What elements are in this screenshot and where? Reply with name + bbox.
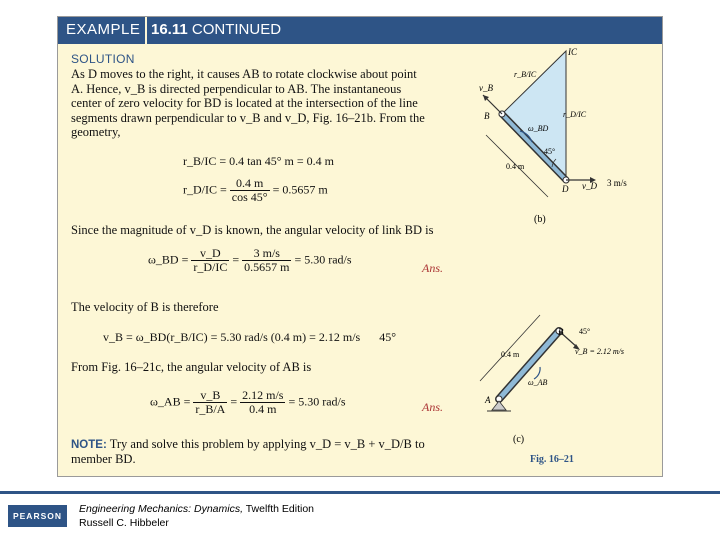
label-ic: IC (568, 47, 577, 57)
eq5-lhs: ω_AB = (150, 394, 191, 409)
eq4-text: v_B = ω_BD(r_B/IC) = 5.30 rad/s (0.4 m) = 2.12 m/s (103, 330, 361, 344)
label-04-b: 0.4 m (506, 162, 525, 171)
footer-edition: Twelfth Edition (243, 503, 315, 515)
footer-title-italic: Engineering Mechanics: Dynamics, (79, 503, 243, 515)
eq3-fraction-1: $\frac{v\_D}{r\_D/IC}$ (193, 246, 228, 274)
label-b-c: B (558, 327, 564, 337)
eq5-fraction-1: $\frac{v\_B}{r\_B/A}$ (195, 388, 226, 416)
support-a (492, 401, 506, 410)
para1-line: geometry, (71, 125, 121, 140)
label-vb-c: v_B = 2.12 m/s (575, 347, 624, 356)
label-45-c: 45° (579, 327, 591, 336)
solution-paragraph-4: From Fig. 16–21c, the angular velocity of AB is (71, 360, 312, 374)
para1-line: As D moves to the right, it causes AB to rotate clockwise about point (71, 67, 417, 81)
link-ab-fill (499, 331, 559, 399)
para1-line: segments drawn perpendicular to v_B and v_D, Fig. 16–21b. From the (71, 110, 425, 125)
eq5-rhs: = 5.30 rad/s (288, 394, 346, 409)
solution-paragraph-3: The velocity of B is therefore (71, 300, 219, 314)
eq3-rhs: = 5.30 rad/s (294, 252, 352, 267)
note-line-1: Try and solve this problem by applying v_D = v_B + v_D/B to (109, 437, 425, 451)
example-number: 16.11 CONTINUED (151, 21, 282, 38)
footer-author: Russell C. Hibbeler (79, 517, 169, 529)
solution-heading: SOLUTION (71, 52, 135, 66)
pearson-logo: PEARSON (8, 505, 67, 527)
label-45-b: 45° (544, 147, 556, 156)
dim-line-c (480, 315, 540, 381)
footer-book-title (79, 503, 314, 515)
eq2-rhs: = 0.5657 m (272, 182, 328, 197)
equation-rbic: r_B/IC = 0.4 tan 45° m = 0.4 m (183, 154, 334, 168)
caption-c: (c) (513, 434, 525, 445)
eq4-angle: 45° (379, 330, 397, 344)
label-rbic: r_B/IC (514, 70, 537, 79)
eq5-fraction-2: $\frac{2.12 m/s}{0.4 m}$ (242, 388, 284, 416)
label-omega-ab: ω_AB (528, 378, 548, 387)
example-label: EXAMPLE (66, 21, 141, 38)
para1-line: A. Hence, v_B is directed perpendicular to AB. The instantaneous (71, 81, 402, 96)
note-label: NOTE: (71, 439, 107, 451)
note-line-2: member BD. (71, 452, 136, 466)
eq2-fraction: $\frac{0.4 m}{\cos 45^\circ}$ (231, 176, 268, 204)
equation-omega-ab: ω_AB = $\frac{v\_B}{r\_B/A}$ = $\frac{2.12 m/s}{0.4 m}$ = 5.30 rad/s (150, 388, 346, 416)
figure-c (58, 17, 662, 476)
label-3ms: 3 m/s (607, 178, 627, 188)
label-04-c: 0.4 m (501, 350, 520, 359)
label-a: A (485, 395, 491, 405)
footer-bar (0, 491, 720, 494)
label-b: B (484, 111, 490, 121)
answer-mark-2: Ans. (422, 400, 443, 414)
answer-mark-1: Ans. (422, 261, 443, 275)
eq3-fraction-2: $\frac{3 m/s}{0.5657 m}$ (244, 246, 290, 274)
caption-b: (b) (534, 214, 546, 225)
label-vb: v_B (479, 83, 493, 93)
figure-title: Fig. 16–21 (530, 454, 574, 465)
label-d: D (562, 184, 569, 194)
label-vd: v_D (582, 181, 597, 191)
eq3-lhs: ω_BD = (148, 252, 189, 267)
label-rdic: r_D/IC (563, 110, 587, 119)
para1-line: center of zero velocity for BD is located at the intersection of the line (71, 96, 418, 111)
equation-omega-bd: ω_BD = $\frac{v\_D}{r\_D/IC}$ = $\frac{3 m/s}{0.5657 m}$ = 5.30 rad/s (148, 246, 352, 274)
example-panel (57, 16, 663, 477)
eq2-lhs: r_D/IC = (183, 182, 227, 197)
label-omega-bd: ω_BD (528, 124, 549, 133)
solution-paragraph-2: Since the magnitude of v_D is known, the angular velocity of link BD is (71, 223, 434, 237)
